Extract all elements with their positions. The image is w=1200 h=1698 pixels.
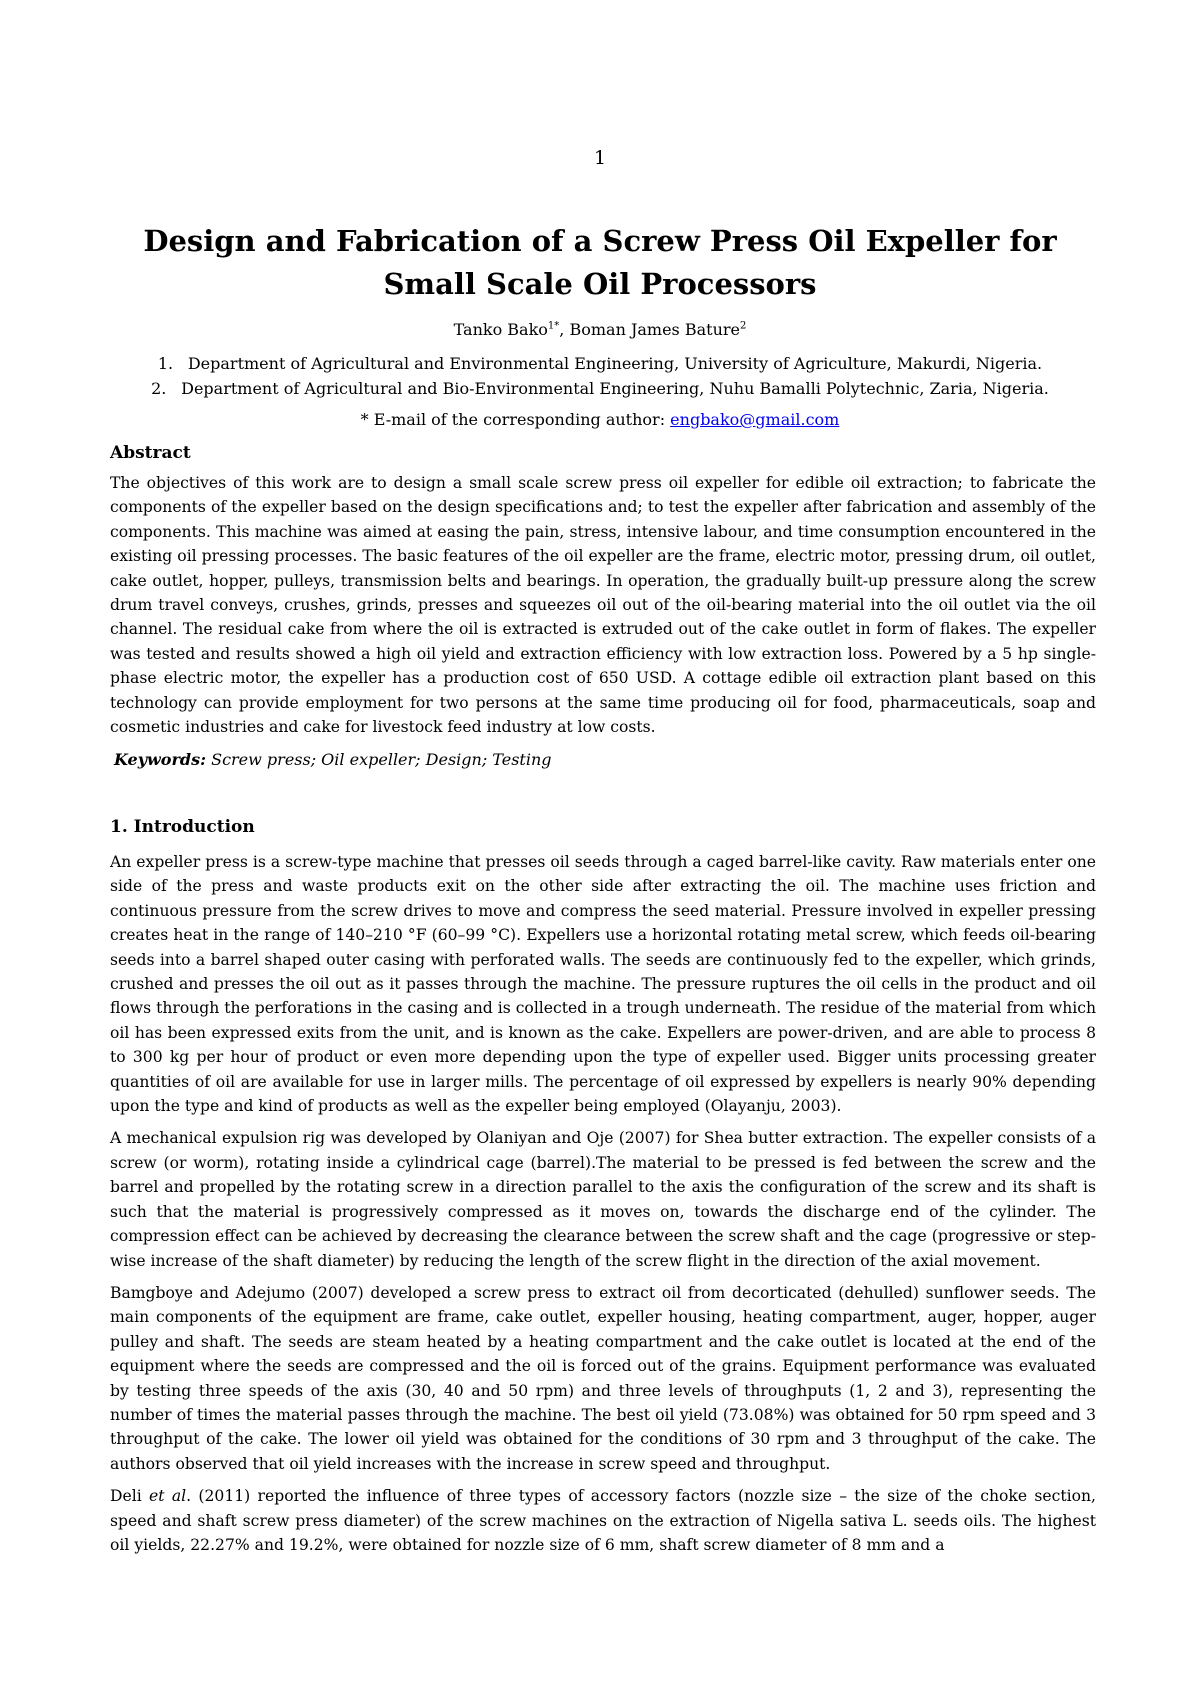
paragraph: A mechanical expulsion rig was developed by Olaniyan and Oje (2007) for Shea butter extraction. The expeller consists of a screw (or worm), rotating inside a cylindrical cage (barrel).The material to be pressed is fed between the screw and the barrel and propelled by the rotating screw in a direction parallel to the axis the configuration of the screw and its shaft is such that the material is progressively compressed as it moves on, towards the discharge end of the cylinder. The compression effect can be achieved by decreasing the clearance between the screw shaft and the cage (progressive or step-wise increase of the shaft diameter) by reducing the length of the screw flight in the direction of the axial movement. bbox=[110, 1129, 1096, 1270]
keywords-label: Keywords: bbox=[114, 750, 207, 769]
paragraph: Bamgboye and Adejumo (2007) developed a screw press to extract oil from decorticated (dehulled) sunflower seeds. The main components of the equipment are frame, cake outlet, expeller housing, heating compartment, auger, hopper, auger pulley and shaft. The seeds are steam heated by a heating compartment and the cake outlet is located at the end of the equipment where the seeds are compressed and the oil is forced out of the grains. Equipment performance was evaluated by testing three speeds of the axis (30, 40 and 50 rpm) and three levels of throughputs (1, 2 and 3), representing the number of times the material passes through the machine. The best oil yield (73.08%) was obtained for 50 rpm speed and 3 throughput of the cake. The lower oil yield was obtained for the conditions of 30 rpm and 3 throughput of the cake. The authors observed that oil yield increases with the increase in screw speed and throughput. bbox=[110, 1283, 1096, 1473]
keywords-text: Screw press; Oil expeller; Design; Testing bbox=[206, 750, 552, 769]
affiliation-item bbox=[0, 376, 1200, 401]
email-link[interactable]: engbako@gmail.com bbox=[670, 410, 840, 429]
paragraph-text: . (2011) reported the influence of three types of accessory factors (nozzle size – the size of the choke section, speed and shaft screw press diameter) of the screw machines on the extraction of Nigella sativa L. seeds oils. The highest oil yields, 22.27% and 19.2%, were obtained for nozzle size of 6 mm, shaft screw diameter of 8 mm and a bbox=[110, 1487, 1096, 1554]
affiliation-number: 2. bbox=[151, 379, 167, 398]
affiliation-text: Department of Agricultural and Environmental Engineering, University of Agriculture, Makurdi, Nigeria. bbox=[187, 354, 1043, 373]
keywords-line bbox=[114, 750, 552, 769]
author-line bbox=[0, 320, 1200, 339]
page-number: 1 bbox=[593, 147, 607, 169]
corresponding-email-line bbox=[0, 410, 1200, 429]
affiliation-number: 1. bbox=[157, 354, 174, 373]
introduction-body bbox=[110, 850, 1096, 1565]
author-name: Tanko Bako bbox=[453, 320, 548, 339]
paragraph: An expeller press is a screw-type machine that presses oil seeds through a caged barrel-like cavity. Raw materials enter one side of the press and waste products exit on the other side after extracting the oil. The machine uses friction and continuous pressure from the screw drives to move and compress the seed material. Pressure involved in expeller pressing creates heat in the range of 140–210 °F (60–99 °C). Expellers use a horizontal rotating metal screw, which feeds oil-bearing seeds into a barrel shaped outer casing with perforated walls. The seeds are continuously fed to the expeller, which grinds, crushed and presses the oil out as it passes through the machine. The pressure ruptures the oil cells in the product and oil flows through the perforations in the casing and is collected in a trough underneath. The residue of the material from which oil has been expressed exits from the unit, and is known as the cake. Expellers are power-driven, and are able to process 8 to 300 kg per hour of product or even more depending upon the type of expeller used. Bigger units processing greater quantities of oil are available for use in larger mills. The percentage of oil expressed by expellers is nearly 90% depending upon the type and kind of products as well as the expeller being employed (Olayanju, 2003). bbox=[110, 853, 1097, 1116]
abstract-text: The objectives of this work are to design a small scale screw press oil expeller for edible oil extraction; to fabricate the components of the expeller based on the design specifications and; to test the expeller after fabrication and assembly of the components. This machine was aimed at easing the pain, stress, intensive labour, and time consumption encountered in the existing oil pressing processes. The basic features of the oil expeller are the frame, electric motor, pressing drum, oil outlet, cake outlet, hopper, pulleys, transmission belts and bearings. In operation, the gradually built-up pressure along the screw drum travel conveys, crushes, grinds, presses and squeezes oil out of the oil-bearing material into the oil outlet via the oil channel. The residual cake from where the oil is extracted is extruded out of the cake outlet in form of flakes. The expeller was tested and results showed a high oil yield and extraction efficiency with low extraction loss. Powered by a 5 hp single-phase electric motor, the expeller has a production cost of 650 USD. A cottage edible oil extraction plant based on this technology can provide employment for two persons at the same time producing oil for food, pharmaceuticals, soap and cosmetic industries and cake for livestock feed industry at low costs. bbox=[110, 474, 1096, 737]
author-name: Boman James Bature bbox=[569, 320, 740, 339]
paper-title: Design and Fabrication of a Screw Press Oil Expeller for Small Scale Oil Processors bbox=[143, 224, 1057, 301]
italic-text: et al bbox=[149, 1487, 187, 1506]
paragraph-text: Deli bbox=[110, 1487, 150, 1506]
abstract-heading: Abstract bbox=[110, 443, 191, 463]
author-affiliation-mark: 2 bbox=[740, 320, 747, 332]
paragraph bbox=[110, 1484, 1096, 1557]
introduction-heading: 1. Introduction bbox=[110, 817, 255, 837]
affiliation-list bbox=[0, 351, 1200, 401]
author-affiliation-mark: 1* bbox=[547, 320, 560, 332]
author-separator: , bbox=[559, 320, 570, 339]
affiliation-text: Department of Agricultural and Bio-Environmental Engineering, Nuhu Bamalli Polytechnic, Zaria, Nigeria. bbox=[181, 379, 1049, 398]
affiliation-item bbox=[0, 351, 1200, 376]
email-label: * E-mail of the corresponding author: bbox=[360, 410, 671, 429]
